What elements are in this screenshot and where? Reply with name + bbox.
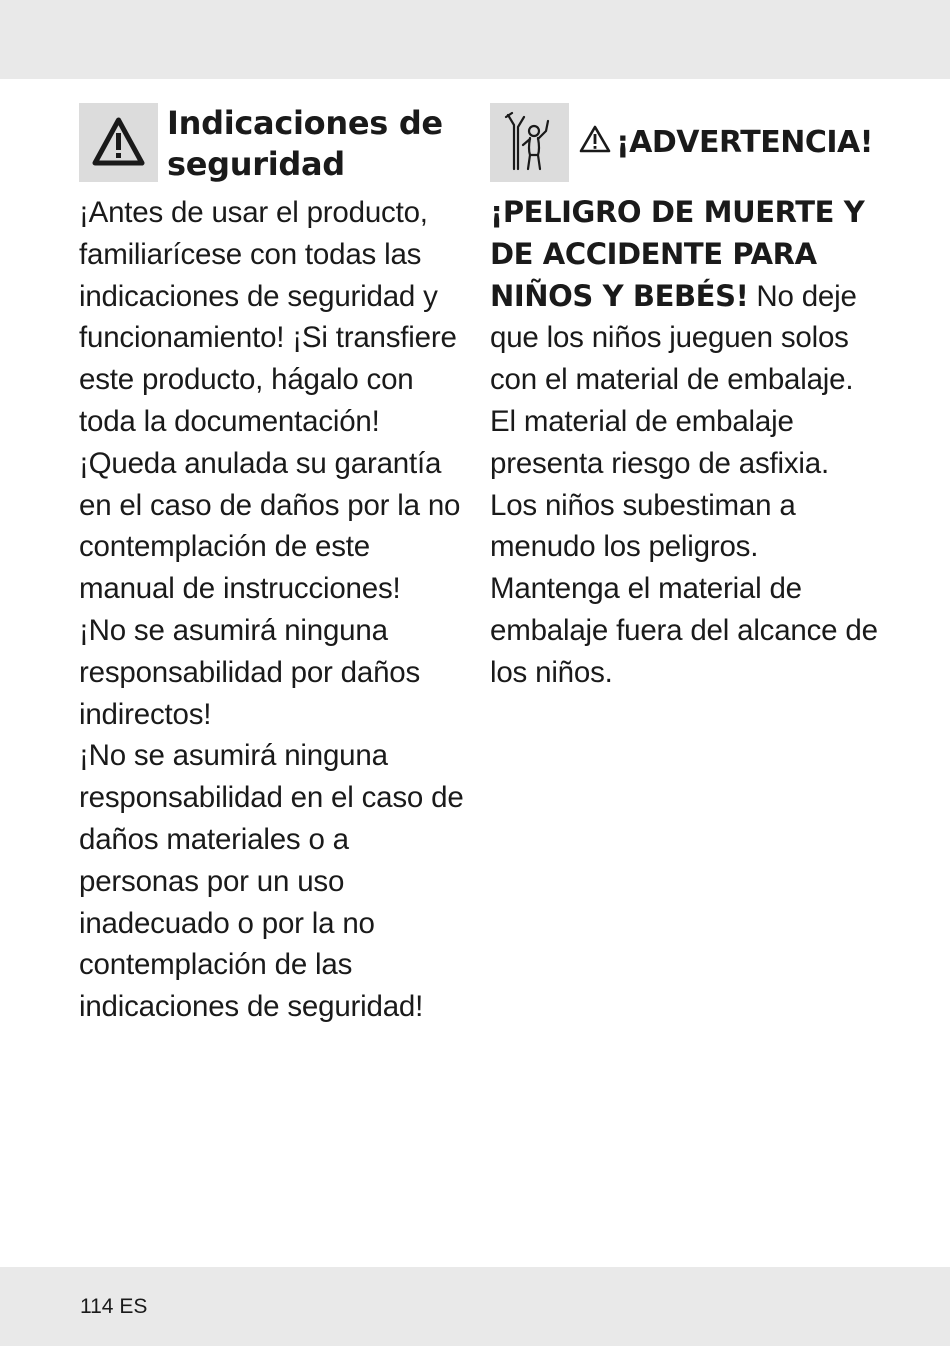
danger-text: No deje que los niños jueguen solos con el material de embalaje. El material de embalaje presenta riesgo de asfixia. Los niños subestiman a menudo los peligros. Mantenga el material de embalaje fuera del alcance de los niños. xyxy=(490,279,878,689)
child-hazard-icon xyxy=(490,103,569,182)
section-heading: Indicaciones de seguridad xyxy=(167,104,443,183)
top-band xyxy=(0,0,950,79)
paragraph: ¡No se asumirá ninguna responsabilidad por daños indirectos! xyxy=(79,613,421,731)
warning-title xyxy=(578,122,873,164)
warning-title-text: ¡ADVERTENCIA! xyxy=(616,125,873,160)
paragraph: ¡No se asumirá ninguna responsabilidad en el caso de daños materiales o a personas por un uso inadecuado o por la no contemplación de las indicaciones de seguridad! xyxy=(79,739,464,1024)
safety-text xyxy=(79,192,464,1028)
page-number: 114 ES xyxy=(80,1295,148,1318)
danger-heading: ¡PELIGRO DE MUERTE Y DE ACCIDENTE PARA NIÑOS Y BEBÉS! xyxy=(490,195,865,313)
paragraph: ¡Queda anulada su garantía en el caso de daños por la no contemplación de este manual de instrucciones! xyxy=(79,446,461,606)
danger-text-block xyxy=(490,192,880,694)
warning-triangle-icon xyxy=(578,124,612,154)
paragraph: ¡Antes de usar el producto, familiarícese con todas las indicaciones de seguridad y funcionamiento! ¡Si transfiere este producto, hágalo con toda la documentación! xyxy=(79,196,457,438)
warning-triangle-icon xyxy=(79,103,158,182)
